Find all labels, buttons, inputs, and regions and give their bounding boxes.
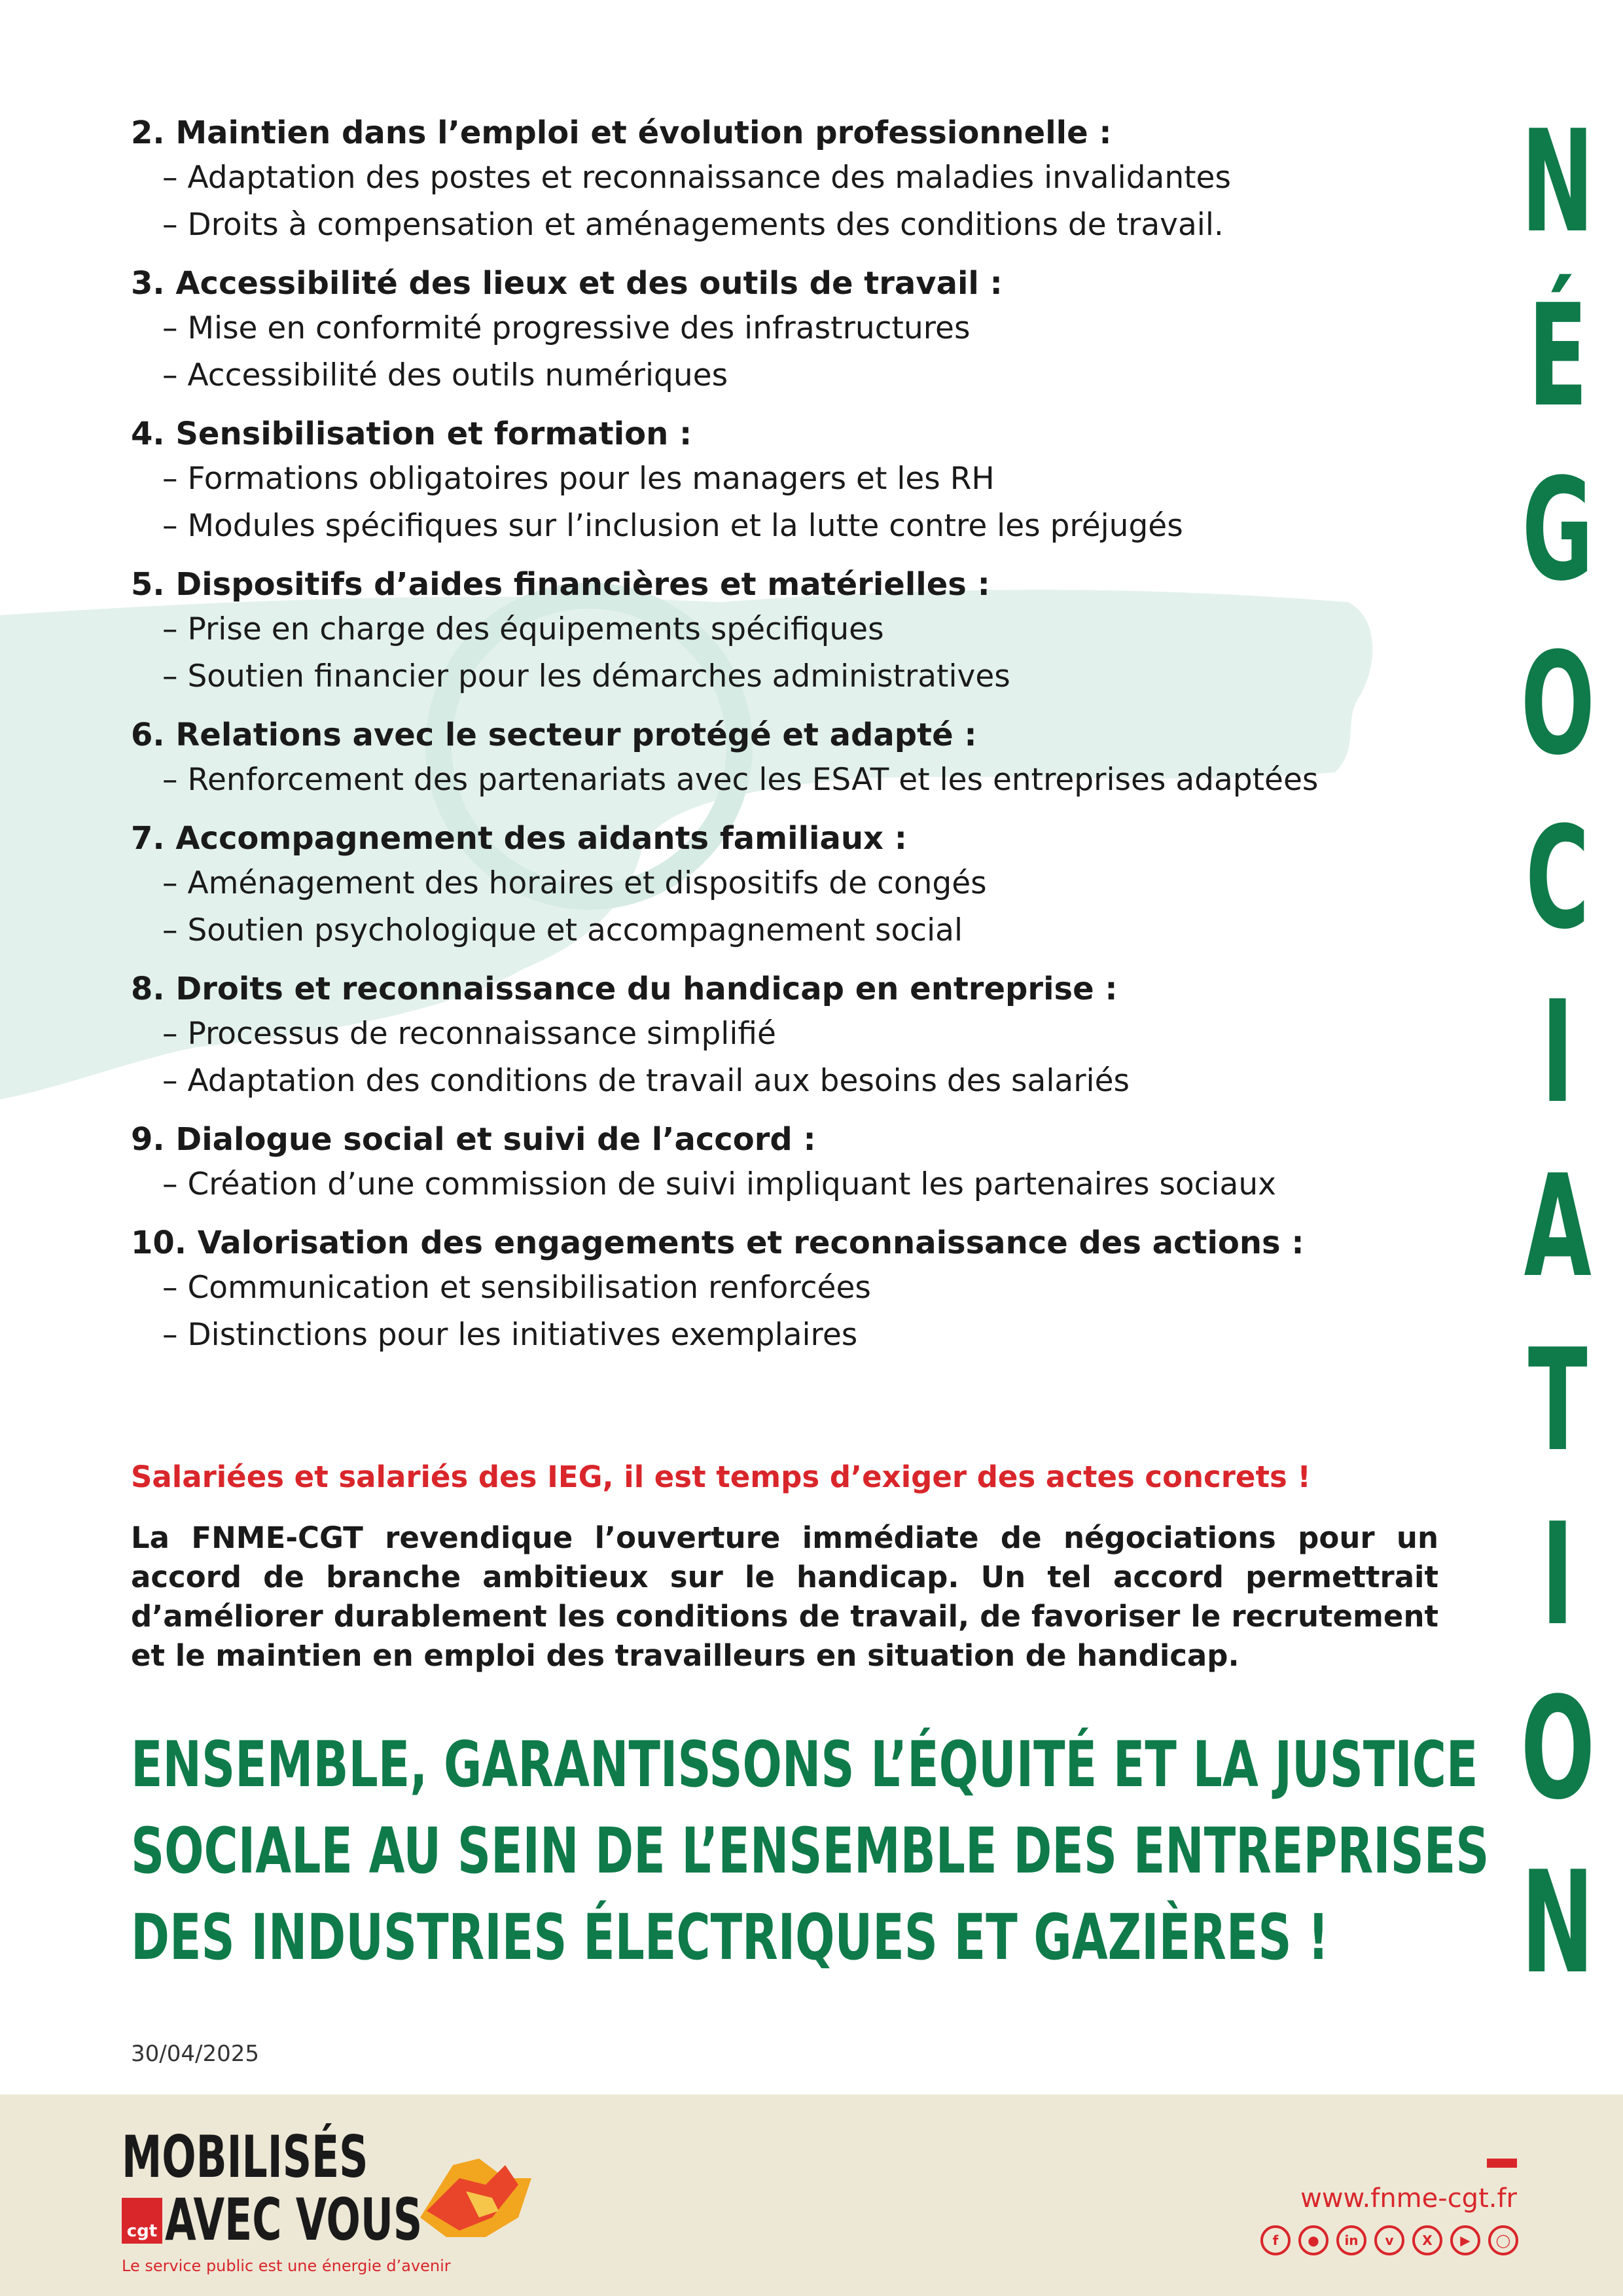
section [131, 713, 1440, 804]
slogan [131, 1721, 1489, 1981]
vertical-letter: A [1524, 1144, 1592, 1308]
list-item: – Accessibilité des outils numériques [131, 352, 1440, 399]
youtube-icon[interactable]: ▶ [1450, 2225, 1480, 2255]
section [131, 412, 1440, 550]
vertical-letter: N [1521, 1840, 1594, 2005]
section [131, 563, 1440, 700]
section [131, 817, 1440, 954]
list-item: – Formations obligatoires pour les managers et les RH [131, 456, 1440, 503]
vertical-letter: C [1525, 796, 1590, 960]
website-link[interactable]: www.fnme-cgt.fr [1300, 2183, 1517, 2214]
list-item: – Soutien psychologique et accompagnement social [131, 907, 1440, 954]
list-item: – Adaptation des postes et reconnaissance des maladies invalidantes [131, 154, 1440, 202]
mobilises-logo [122, 2123, 527, 2283]
vertical-letter: T [1527, 1318, 1588, 1482]
tagline: Le service public est une énergie d’avenir [122, 2257, 451, 2275]
section [131, 1221, 1440, 1359]
demand-paragraph: La FNME-CGT revendique l’ouverture immédiate de négociations pour un accord de branche ambitieux sur le handicap. Un tel accord permettrait d’améliorer durablement les conditions de travail, de favoriser le recrutement et le maintien en emploi des travailleurs en situation de handicap. [131, 1520, 1438, 1673]
slogan-line: DES INDUSTRIES ÉLECTRIQUES ET GAZIÈRES ! [131, 1901, 1329, 1974]
alert-text: Salariées et salariés des IEG, il est temps d’exiger des actes concrets ! [131, 1460, 1311, 1494]
section-title: 5. Dispositifs d’aides financières et matérielles : [131, 566, 990, 603]
instagram-icon[interactable]: ◯ [1488, 2225, 1518, 2255]
section-title: 2. Maintien dans l’emploi et évolution professionnelle : [131, 115, 1112, 151]
vertical-letter: I [1541, 970, 1574, 1134]
vertical-letter: I [1541, 1492, 1574, 1657]
logo-text-line1: MOBILISÉS [122, 2123, 368, 2191]
section-title: 4. Sensibilisation et formation : [131, 416, 692, 452]
snapchat-icon[interactable]: ● [1298, 2225, 1329, 2255]
section-title: 6. Relations avec le secteur protégé et adapté : [131, 717, 977, 753]
list-item: – Mise en conformité progressive des infrastructures [131, 305, 1440, 352]
handshake-icon [407, 2139, 538, 2250]
list-item: – Adaptation des conditions de travail aux besoins des salariés [131, 1058, 1440, 1105]
list-item: – Aménagement des horaires et dispositifs de congés [131, 860, 1440, 907]
cgt-logo [122, 2198, 162, 2244]
section-title: 8. Droits et reconnaissance du handicap en entreprise : [131, 971, 1118, 1007]
vimeo-icon[interactable]: v [1374, 2225, 1404, 2255]
list-item: – Droits à compensation et aménagements des conditions de travail. [131, 202, 1440, 249]
social-links [1260, 2225, 1518, 2255]
list-item: – Communication et sensibilisation renforcées [131, 1265, 1440, 1312]
list-item: – Soutien financier pour les démarches administratives [131, 653, 1440, 700]
slogan-line: ENSEMBLE, GARANTISSONS L’ÉQUITÉ ET LA JUSTICE [131, 1728, 1478, 1801]
red-dash-decoration [1487, 2159, 1517, 2168]
logo-text-line2: AVEC VOUS [165, 2186, 423, 2253]
section-title: 9. Dialogue social et suivi de l’accord : [131, 1121, 816, 1158]
section-title: 3. Accessibilité des lieux et des outils de travail : [131, 265, 1003, 302]
slogan-line: SOCIALE AU SEIN DE L’ENSEMBLE DES ENTREPRISES [131, 1814, 1489, 1888]
list-item: – Prise en charge des équipements spécifiques [131, 606, 1440, 653]
vertical-title [1512, 95, 1603, 2010]
section-title: 10. Valorisation des engagements et reconnaissance des actions : [131, 1225, 1304, 1261]
cgt-label: cgt [126, 2221, 158, 2241]
vertical-letter: N [1521, 99, 1594, 264]
requirements-list [131, 111, 1440, 1372]
x-icon[interactable]: X [1412, 2225, 1442, 2255]
list-item: – Renforcement des partenariats avec les ESAT et les entreprises adaptées [131, 757, 1440, 804]
list-item: – Distinctions pour les initiatives exemplaires [131, 1312, 1440, 1359]
section [131, 262, 1440, 399]
section [131, 1118, 1440, 1208]
facebook-icon[interactable]: f [1260, 2225, 1291, 2255]
vertical-letter: É [1527, 274, 1588, 438]
list-item: – Modules spécifiques sur l’inclusion et la lutte contre les préjugés [131, 503, 1440, 550]
vertical-letter: O [1520, 1666, 1595, 1831]
publication-date: 30/04/2025 [131, 2041, 259, 2067]
section-title: 7. Accompagnement des aidants familiaux : [131, 820, 907, 857]
list-item: – Processus de reconnaissance simplifié [131, 1011, 1440, 1058]
vertical-letter: O [1520, 622, 1595, 786]
vertical-letter: G [1522, 448, 1594, 612]
section [131, 111, 1440, 249]
linkedin-icon[interactable]: in [1336, 2225, 1366, 2255]
list-item: – Création d’une commission de suivi impliquant les partenaires sociaux [131, 1161, 1440, 1208]
section [131, 967, 1440, 1105]
